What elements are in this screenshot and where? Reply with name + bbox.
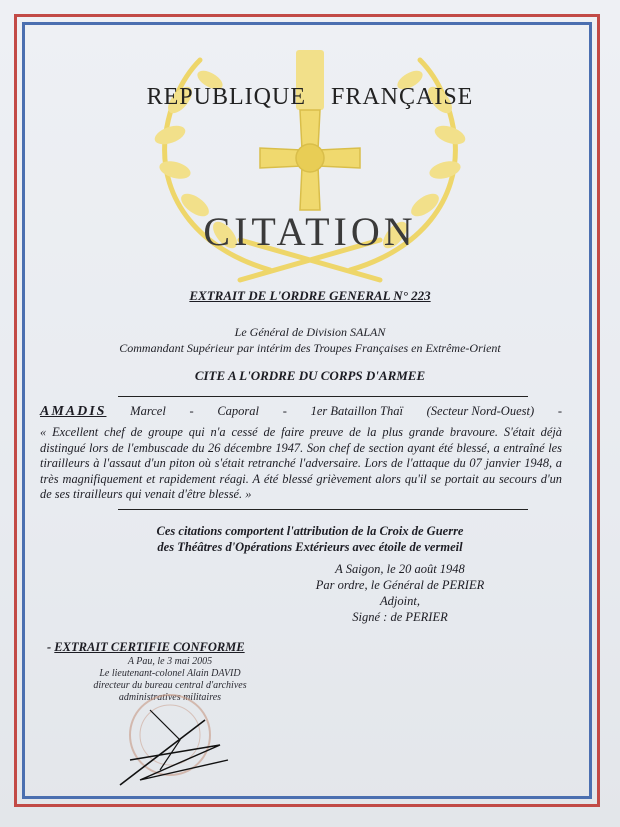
general-name-line: Le Général de Division SALAN <box>234 325 386 339</box>
citation-title: CITATION <box>203 209 417 254</box>
certification-label: EXTRAIT CERTIFIE CONFORME <box>54 640 245 654</box>
republique-heading: REPUBLIQUE FRANÇAISE <box>146 84 474 110</box>
signature-order: Par ordre, le Général de PERIER <box>315 578 485 592</box>
soldier-line <box>40 404 562 420</box>
certification-title-2: administratives militaires <box>118 692 222 703</box>
separator: - <box>282 404 287 418</box>
award-line-1: Ces citations comportent l'attribution de la Croix de Guerre <box>156 524 464 538</box>
separator: - <box>189 404 194 418</box>
separator: - <box>557 404 562 418</box>
certification-dash: - <box>47 640 55 654</box>
certification-officer: Le lieutenant-colonel Alain DAVID <box>99 668 241 679</box>
soldier-first-name: Marcel <box>130 404 166 418</box>
certification-heading <box>47 640 245 655</box>
award-line-2: des Théâtres d'Opérations Extérieurs avec étoile de vermeil <box>157 540 463 554</box>
soldier-surname: AMADIS <box>40 404 107 419</box>
general-title-line: Commandant Supérieur par intérim des Troupes Françaises en Extrême-Orient <box>119 341 501 355</box>
signature-place-date: A Saigon, le 20 août 1948 <box>335 562 465 576</box>
soldier-sector: (Secteur Nord-Ouest) <box>426 404 535 418</box>
cite-order-heading: CITE A L'ORDRE DU CORPS D'ARMEE <box>194 368 426 383</box>
certification-title-1: directeur du bureau central d'archives <box>93 680 247 691</box>
soldier-unit: 1er Bataillon Thaï <box>310 404 403 418</box>
order-extract-heading: EXTRAIT DE L'ORDRE GENERAL N° 223 <box>189 288 431 303</box>
soldier-rank: Caporal <box>217 404 260 418</box>
divider-bottom <box>118 509 528 510</box>
signature-role: Adjoint, <box>380 594 420 608</box>
certification-place-date: A Pau, le 3 mai 2005 <box>127 656 213 667</box>
official-stamp-and-signature <box>110 690 240 790</box>
citation-text: « Excellent chef de groupe qui n'a cessé de faire preuve de la plus grande bravoure. S'était déjà distingué lors de l'embuscade du 26 décembre 1947. Son chef de section ayant été blessé, a entraîné les tirailleurs à l'assaut d'un piton où s'était retranché l'adversaire. Lors de l'attaque du 07 janvier 1948, a très magnifiquement et rapidement réagi. A été blessé grièvement alors qu'il se portait au secours d'un de ses tirailleurs qui venait d'être blessé. » <box>40 425 562 501</box>
signature-signed: Signé : de PERIER <box>352 610 448 624</box>
divider-top <box>118 396 528 397</box>
